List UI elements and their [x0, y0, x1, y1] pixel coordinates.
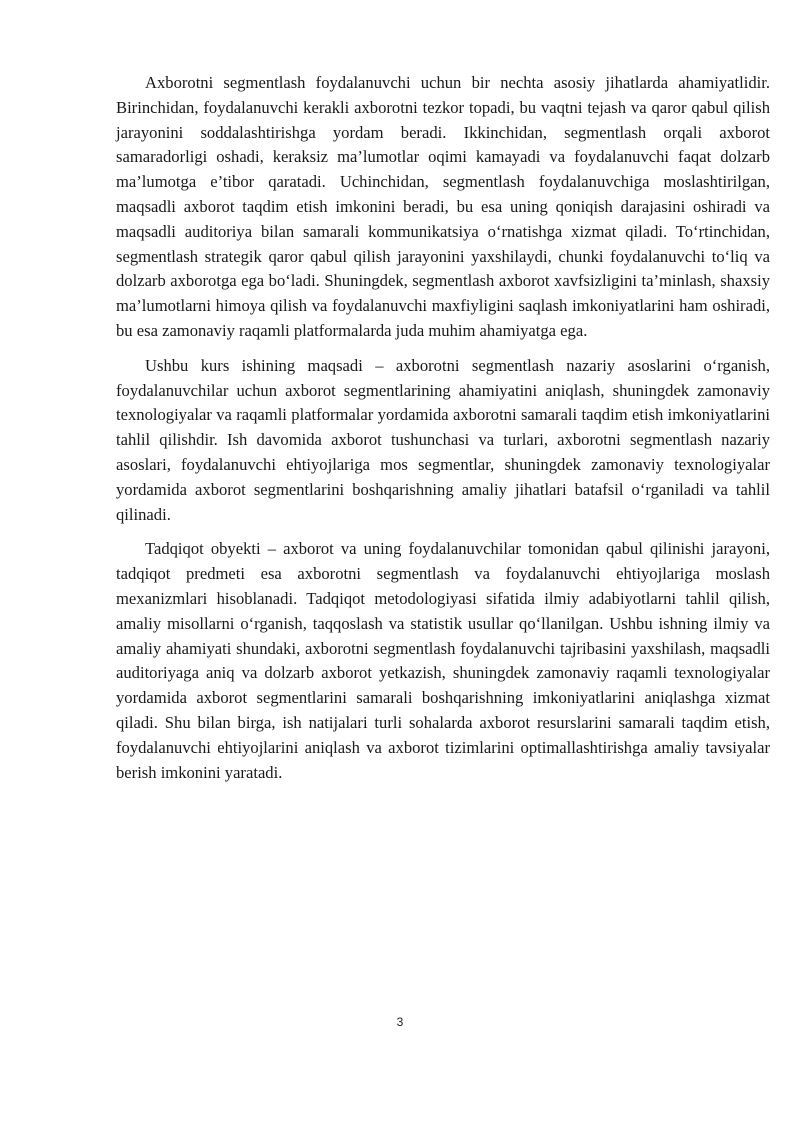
paragraph-course-goal: Ushbu kurs ishining maqsadi – axborotni segmentlash nazariy asoslarini o‘rganish, foydalanuvchilar uchun axborot segmentlarining ahamiyatini aniqlash, shuningdek zamonaviy texnologiyalar va raqamli platformalar yordamida axborotni samarali taqdim etish imkoniyatlarini tahlil qilishdir. Ish davomida axborot tushunchasi va turlari, axborotni segmentlash nazariy asoslari, foydalanuvchi ehtiyojlariga mos segmentlar, shuningdek zamonaviy texnologiyalar yordamida axborot segmentlarini boshqarishning amaliy jihatlari batafsil o‘rganiladi va tahlil qilinadi. [116, 355, 770, 524]
document-body [116, 71, 770, 795]
paragraph-segmentation-importance: Axborotni segmentlash foydalanuvchi uchun bir nechta asosiy jihatlarda ahamiyatlidir. Birinchidan, foydalanuvchi kerakli axborotni tezkor topadi, bu vaqtni tejash va qaror qabul qilish jarayonini soddalashtirishga yordam beradi. Ikkinchidan, segmentlash orqali axborot samaradorligi oshadi, keraksiz ma’lumotlar oqimi kamayadi va foydalanuvchi faqat dolzarb ma’lumotga e’tibor qaratadi. Uchinchidan, segmentlash foydalanuvchiga moslashtirilgan, maqsadli axborot taqdim etish imkonini beradi, bu esa uning qoniqish darajasini oshiradi va maqsadli auditoriya bilan samarali kommunikatsiya o‘rnatishga xizmat qiladi. To‘rtinchidan, segmentlash strategik qaror qabul qilish jarayonini yaxshilaydi, chunki foydalanuvchi to‘liq va dolzarb axborotga ega bo‘ladi. Shuningdek, segmentlash axborot xavfsizligini ta’minlash, shaxsiy ma’lumotlarni himoya qilish va foydalanuvchi maxfiyligini saqlash imkoniyatlarini ham oshiradi, bu esa zamonaviy raqamli platformalarda juda muhim ahamiyatga ega. [116, 73, 770, 340]
page-number: 3 [396, 1015, 404, 1029]
paragraph-research-object: Tadqiqot obyekti – axborot va uning foydalanuvchilar tomonidan qabul qilinishi jarayoni, tadqiqot predmeti esa axborotni segmentlash va foydalanuvchi ehtiyojlariga moslash mexanizmlari hisoblanadi. Tadqiqot metodologiyasi sifatida ilmiy adabiyotlarni tahlil qilish, amaliy misollarni o‘rganish, taqqoslash va statistik usullar qo‘llanilgan. Ushbu ishning ilmiy va amaliy ahamiyati shundaki, axborotni segmentlash foydalanuvchi tajribasini yaxshilash, maqsadli auditoriyaga aniq va dolzarb axborot yetkazish, shuningdek zamonaviy raqamli texnologiyalar yordamida axborot segmentlarini samarali boshqarishning imkoniyatlarini aniqlashga xizmat qiladi. Shu bilan birga, ish natijalari turli sohalarda axborot resurslarini samarali taqdim etish, foydalanuvchi ehtiyojlarini aniqlash va axborot tizimlarini optimallashtirishga amaliy tavsiyalar berish imkonini yaratadi. [116, 539, 770, 782]
